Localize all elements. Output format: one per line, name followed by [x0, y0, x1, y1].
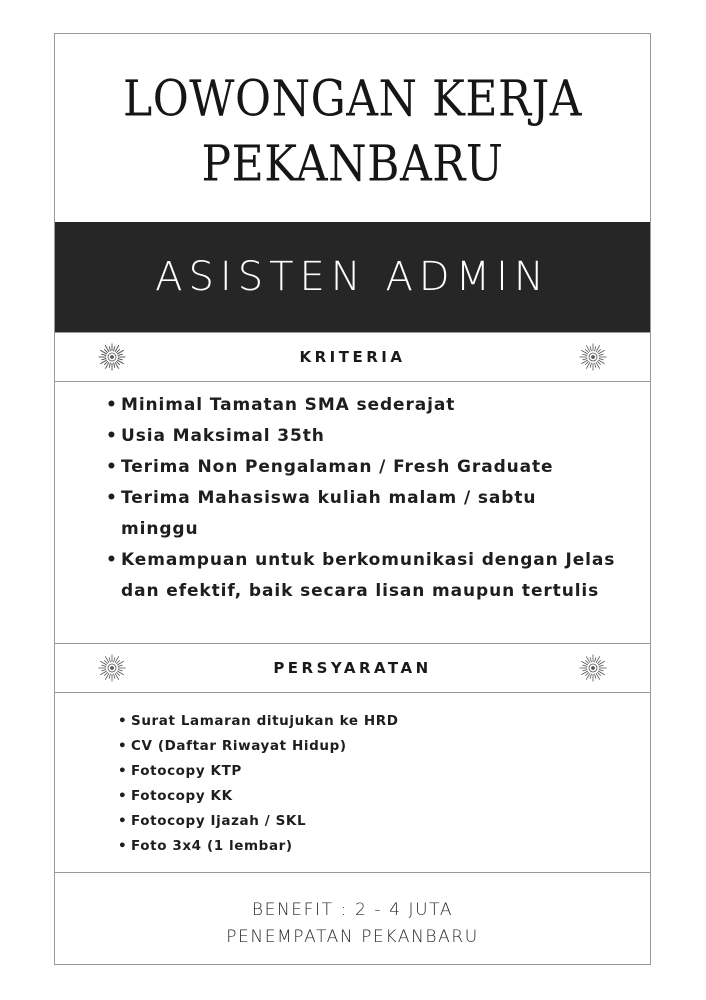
poster-title [55, 34, 650, 221]
list-item: • Minimal Tamatan SMA sederajat [106, 395, 456, 415]
benefit-text: BENEFIT : 2 - 4 JUTA [251, 900, 454, 920]
list-item: • CV (Daftar Riwayat Hidup) [118, 738, 347, 754]
title-line-2: PEKANBARU [201, 135, 504, 194]
persyaratan-list [119, 709, 599, 859]
sunburst-ornament-icon [578, 342, 608, 372]
job-poster [54, 33, 651, 965]
kriteria-header [55, 332, 650, 382]
list-item: • Fotocopy KTP [118, 763, 242, 779]
kriteria-title: KRITERIA [299, 348, 406, 366]
list-item: • Terima Non Pengalaman / Fresh Graduate [106, 457, 554, 477]
list-item: • Fotocopy KK [118, 788, 233, 804]
position-banner: ASISTEN ADMIN [55, 222, 650, 332]
footer-divider [55, 872, 650, 873]
list-item: • Kemampuan untuk berkomunikasi dengan Jelas dan efektif, baik secara lisan maupun tertulis [106, 550, 616, 601]
list-item: • Surat Lamaran ditujukan ke HRD [118, 713, 399, 729]
list-item: • Fotocopy Ijazah / SKL [118, 813, 307, 829]
list-item: • Foto 3x4 (1 lembar) [118, 838, 293, 854]
placement-text: PENEMPATAN PEKANBARU [226, 927, 479, 947]
list-item: • Terima Mahasiswa kuliah malam / sabtu minggu [106, 488, 537, 539]
title-line-1: LOWONGAN KERJA [122, 70, 583, 129]
sunburst-ornament-icon [578, 653, 608, 683]
persyaratan-title: PERSYARATAN [273, 659, 432, 677]
persyaratan-header [55, 643, 650, 693]
list-item: • Usia Maksimal 35th [106, 426, 325, 446]
kriteria-list [107, 390, 617, 607]
